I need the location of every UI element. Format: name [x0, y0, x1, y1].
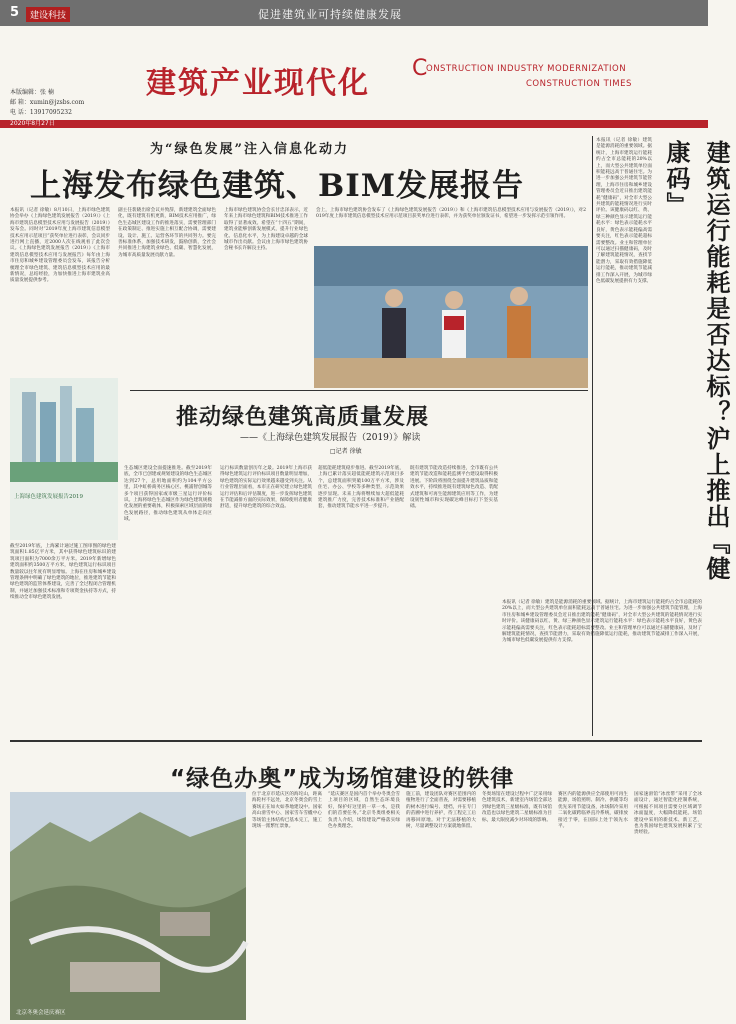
- article3-col4: 冬奥场馆在建设过程中广泛采用绿色建筑技术，新建室内场馆全部达到绿色建筑三星级标准，既有场馆改造也以绿色建筑二星级标准为目标，最大限度减少对环境的影响。: [482, 792, 552, 823]
- ceremony-photo: [314, 246, 588, 388]
- article3-col6: 国家速滑馆“冰丝带”采用了全冰面设计，通过智能化控制系统，可根据不同项目需要分区域调节冰面温度，大幅降低能耗。场馆建设中采用的新技术、新工艺，也为我国绿色建筑发展积累了宝贵经验。: [634, 792, 702, 836]
- phone-line: 电 话：13917095232: [10, 109, 72, 116]
- article1-kicker: 为“绿色发展”注入信息化动力: [150, 142, 349, 157]
- article2-subtitle: ——《上海绿色建筑发展报告（2019）》解读: [240, 433, 421, 443]
- article2-col4: 超低能耗建筑稳步推进。截至2019年底，上海已累计落实超低能耗建筑示范项目多个，总建筑面积突破100万平方米，涉及住宅、办公、学校等多种类型，示范效果逐步显现。未来上海将继续加大超低能耗建筑推广力度，完善技术标准和产业链配套，推动建筑节能水平进一步提升。: [318, 466, 404, 510]
- date-bar: [0, 120, 708, 128]
- article2-col1: 截至2019年底，上海累计通过施工图审图的绿色建筑面积1.85亿平方米，其中获得绿色建筑标识的建筑项目面积为7000余万平方米。2019年新增绿色建筑面积约3500万平方米，绿色建筑运行标识项目数量较以往年度有明显增加。上海在住房和城乡建设管理条例中明确了绿色建筑的地位，推进建筑节能和绿色建筑的监管体系建设，完善了全过程闭合管理机制，并通过加强技术标准和专项资金扶持等方式，持续推动全市绿色建筑发展。: [10, 544, 116, 601]
- article3-col3: 施工前，建设团队对赛区范围内的植物进行了全面普查，对需要移植的树木进行编号、建档，并在专门的苗圃中进行养护，待工程完工后再移回原地。对于无法移植的大树，尽量调整设计方案就地保留。: [406, 792, 476, 830]
- email-line: 邮 箱：xumin@jzsbs.com: [10, 99, 85, 106]
- report-cover-image: [10, 378, 118, 540]
- article2-col5: 既有建筑节能改造持续推进，全市既有公共建筑节能改造和能耗监测平台建设取得积极进展。下阶段将围绕全面提升建筑品质和能效水平，持续推进既有建筑绿色改造、装配式建筑和可再生能源建筑应用等工作，为建设韧性城市和实现碳达峰目标打下坚实基础。: [410, 466, 498, 510]
- article3-col2: “延庆赛区是国内首个举办冬奥会雪上项目的区域，自然生态环境良好，保护好这里的一草一木，是我们的首要任务。”北京冬奥组委相关负责人介绍，场馆建设严格落实绿色办奥理念。: [328, 792, 400, 830]
- section-tag: 建设科技: [26, 7, 70, 22]
- side-headline-text: 建筑运行能耗是否达标？沪上推出『健康码』: [662, 140, 730, 582]
- article2-byline: □记者 徐敏: [330, 448, 362, 455]
- article3-col1: 位于北京市延庆区的海坨山，距离海陀村不远处，北京冬奥会的雪上赛场正在如火如荼地建设中。国家高山滑雪中心、国家雪车雪橇中心等场馆主体结构已基本完工，施工现场一派繁忙景象。: [252, 792, 322, 830]
- side-body-left: 本报讯（记者 徐敏）建筑是能源消耗的重要领域。据统计，上海市建筑运行能耗约占全市总能耗的20%以上，而大型公共建筑单位面积能耗远高于普通住宅。为进一步加强公共建筑节能管理，上海市住房和城乡建设管理委员会近日推出建筑能耗“健康码”，对全市大型公共建筑的能耗情况进行实时评价。该健康码以红、黄、绿三种颜色显示建筑运行能耗水平：绿色表示能耗水平良好，黄色表示能耗偏高需要关注，红色表示能耗超标需要整改。业主和管理单位可以通过扫描健康码，及时了解建筑能耗情况，查找节能潜力，采取有效措施降低运行能耗，推动建筑节能减排工作深入开展，为城市绿色低碳发展提供有力支撑。: [596, 138, 652, 284]
- olympic-venue-photo: [10, 792, 246, 1020]
- section-title: 建筑产业现代化: [146, 66, 370, 101]
- olympic-photo-caption: 北京冬奥会延庆赛区: [16, 1010, 66, 1016]
- article2-col2: 生态城区建设全面提速推进。截至2019年底，全市已创建或规划建设的绿色生态城区达到27个，总用地面积约为104平方公里，其中虹桥商务区核心区、桃浦智创城等多个项目获得国家或市级三星运行评价标识。上海将绿色生态城区作为绿色建筑规模化发展的重要载体，积极探索区域层面的绿色发展路径，推动绿色建筑从单体走向区域。: [124, 466, 212, 523]
- article2-headline: 推动绿色建筑高质量发展: [176, 404, 430, 430]
- date-label: 2020年8月27日: [10, 120, 55, 127]
- article3-top-rule: [10, 740, 702, 742]
- section-en-c: C: [412, 56, 428, 81]
- section-en-title: ONSTRUCTION INDUSTRY MODERNIZATION: [426, 64, 627, 74]
- side-body-bottom: 本报讯（记者 徐敏）建筑是能源消耗的重要领域。据统计，上海市建筑运行能耗约占全市总能耗的20%以上，而大型公共建筑单位面积能耗远高于普通住宅。为进一步加强公共建筑节能管理，上海市住房和城乡建设管理委员会近日推出建筑能耗“健康码”，对全市大型公共建筑的能耗情况进行实时评价。该健康码以红、黄、绿三种颜色显示建筑运行能耗水平：绿色表示能耗水平良好，黄色表示能耗偏高需要关注，红色表示能耗超标需要整改。业主和管理单位可以通过扫描健康码，及时了解建筑能耗情况，查找节能潜力，采取有效措施降低运行能耗，推动建筑节能减排工作深入开展，为城市绿色低碳发展提供有力支撑。: [502, 600, 702, 644]
- article1-col1: 本报讯（记者 徐敏）8月10日，上海市绿色建筑协会举办《上海绿色建筑发展报告（2019）》《上海市建筑信息模型技术应用与发展报告（2019）》发布会。同时对“2019年度上海市建筑信息模型技术应用示范项目”获奖单位进行表彰，会议同步进行网上直播，近2000人次在线观看了此次会议。《上海绿色建筑发展报告（2019）》《上海市建筑信息模型技术应用与发展报告》每年由上海市住房和城乡建设管理委员会发布，该报告分析梳理全市绿色建筑、建筑信息模型技术应用的最新情况，总结经验，为加快推进上海市建筑业高质量发展提供参考。: [10, 208, 110, 284]
- article3-headline: “绿色办奥”成为场馆建设的铁律: [170, 766, 515, 792]
- report-cover-caption: 上海绿色建筑发展报告2019: [14, 494, 83, 500]
- article2-col3: 运行标识数量创历年之最。2019年上海市获得绿色建筑运行评价标识项目数量明显增加，绿色建筑的实际运行效果越来越受到关注。从行业管理层面看，本市正在研究建立绿色建筑运行评估和后评估制度，进一步发挥绿色建筑在节能减排方面的实际效果，保障使用者健康舒适，提升绿色建筑的综合效益。: [220, 466, 312, 510]
- section-en-subtitle: CONSTRUCTION TIMES: [526, 79, 632, 89]
- article1-col4: 会上，上海市绿色建筑协会发布了《上海绿色建筑发展报告（2019）》和《上海市建筑信息模型技术应用与发展报告（2019）》，对2019年度上海市建筑信息模型技术应用示范项目获奖单位进行表彰，并为获奖单位颁发证书，希望进一步发挥示范引领作用。: [316, 208, 586, 220]
- editor-line: 本版编辑：张 楠: [10, 89, 54, 96]
- article3-col5: 赛区内的能源供应全部使用可再生能源，场馆照明、制冷、供暖等均优先采用节能设备，冰场制冷采用二氧化碳跨临界直冷系统，碳排放接近于零，在国际上处于领先水平。: [558, 792, 628, 830]
- side-headline: [656, 140, 730, 590]
- article1-headline: 上海发布绿色建筑、BIM发展报告: [30, 168, 525, 204]
- header-slogan: 促进建筑业可持续健康发展: [258, 8, 402, 21]
- article2-top-rule: [130, 390, 588, 391]
- article1-col3: 上海市绿色建筑协会会长甘忠泽表示，近年来上海市绿色建筑和BIM技术推进工作取得了显著成效。希望在“十四五”期间，建筑业能够创新发展模式，提升行业绿色化、信息化水平，为上海建设卓越的全球城市作出贡献。会议由上海市绿色建筑协会秘书长许解良主持。: [224, 208, 308, 252]
- page-number: 5: [10, 5, 20, 20]
- article1-col2: 副主任裴晓出席会议并致辞，新建建筑全面绿色化，既有建筑有机更新，BIM技术应用推广，绿色生态城区建设工作的推进落实，需要管理部门在政策制定、推进实施上相互配合协调，需要建设、设计、施工、运营各环节的共同努力。要完善标准体系，加强技术研发，鼓励创新，全社会共同推进上海建筑业绿色、低碳、智慧化发展，为城市高质量发展贡献力量。: [118, 208, 216, 258]
